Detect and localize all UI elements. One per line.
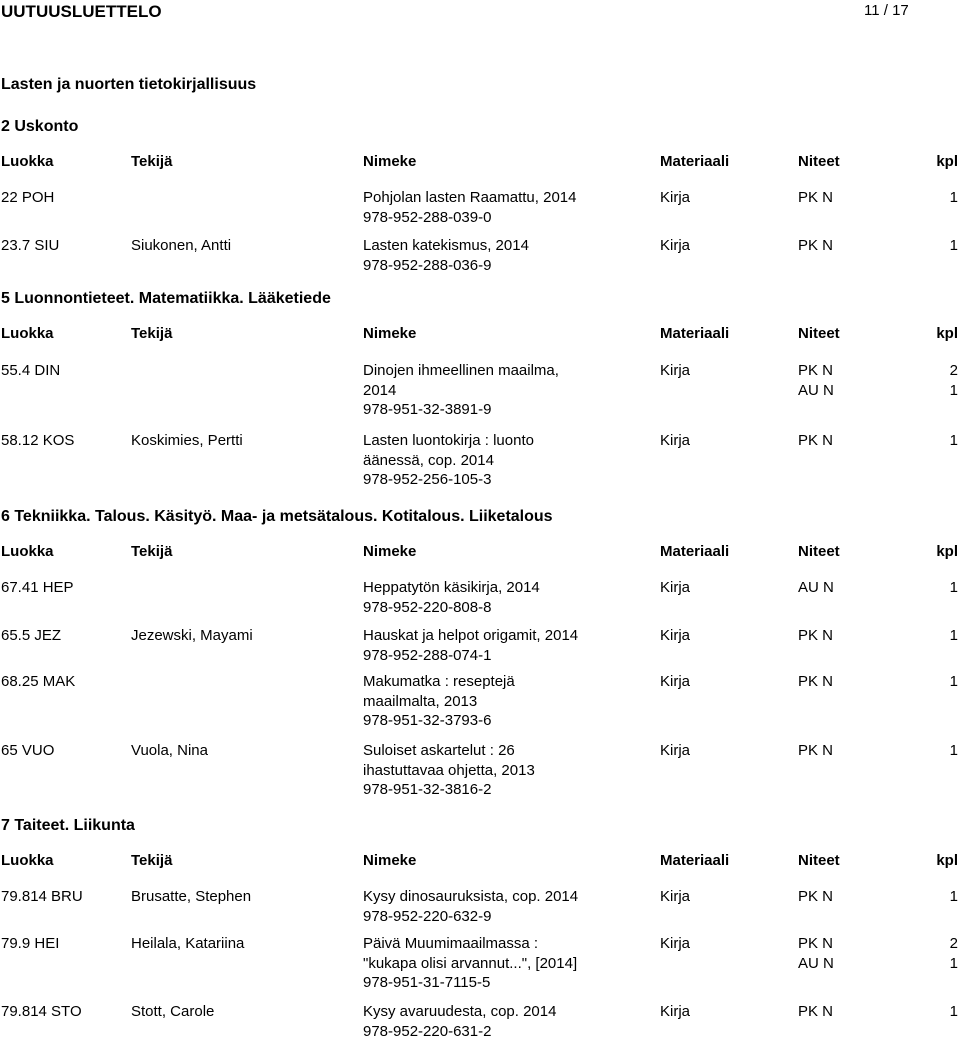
title-line: Päivä Muumimaailmassa : bbox=[363, 934, 613, 954]
section-title: 2 Uskonto bbox=[1, 118, 78, 136]
material-type: Kirja bbox=[660, 361, 690, 381]
holding-locations bbox=[798, 361, 834, 400]
isbn: 978-952-288-036-9 bbox=[363, 256, 613, 276]
material-type: Kirja bbox=[660, 626, 690, 646]
author-name: Heilala, Katariina bbox=[131, 934, 244, 954]
class-code: 22 POH bbox=[1, 188, 54, 208]
holding-qty: 1 bbox=[920, 626, 958, 646]
isbn: 978-952-288-039-0 bbox=[363, 208, 613, 228]
holding-qty: 1 bbox=[920, 672, 958, 692]
title-cell bbox=[363, 934, 613, 993]
title-cell bbox=[363, 672, 613, 731]
column-header-class: Luokka bbox=[1, 852, 54, 869]
material-type: Kirja bbox=[660, 672, 690, 692]
holding-quantities bbox=[920, 361, 958, 400]
class-code: 79.9 HEI bbox=[1, 934, 59, 954]
column-header-qty: kpl bbox=[920, 852, 958, 869]
holding-qty: 2 bbox=[920, 361, 958, 381]
holding-locations bbox=[798, 578, 834, 598]
title-cell bbox=[363, 578, 613, 617]
title-line: äänessä, cop. 2014 bbox=[363, 451, 613, 471]
class-code: 79.814 STO bbox=[1, 1002, 82, 1022]
title-cell bbox=[363, 188, 613, 227]
title-line: 2014 bbox=[363, 381, 613, 401]
holding-locations bbox=[798, 1002, 833, 1022]
holding-location: PK N bbox=[798, 626, 833, 646]
column-header-class: Luokka bbox=[1, 543, 54, 560]
isbn: 978-952-288-074-1 bbox=[363, 646, 613, 666]
column-header-location: Niteet bbox=[798, 325, 840, 342]
column-header-material: Materiaali bbox=[660, 852, 729, 869]
holding-location: PK N bbox=[798, 1002, 833, 1022]
holding-location: PK N bbox=[798, 236, 833, 256]
holding-qty: 1 bbox=[920, 741, 958, 761]
column-header-class: Luokka bbox=[1, 153, 54, 170]
column-header-material: Materiaali bbox=[660, 153, 729, 170]
holding-quantities bbox=[920, 578, 958, 598]
holding-locations bbox=[798, 934, 834, 973]
class-code: 58.12 KOS bbox=[1, 431, 74, 451]
title-line: Makumatka : reseptejä bbox=[363, 672, 613, 692]
title-line: Suloiset askartelut : 26 bbox=[363, 741, 613, 761]
column-header-location: Niteet bbox=[798, 543, 840, 560]
class-code: 79.814 BRU bbox=[1, 887, 83, 907]
title-cell bbox=[363, 626, 613, 665]
holding-qty: 1 bbox=[920, 887, 958, 907]
holding-location: PK N bbox=[798, 431, 833, 451]
column-header-author: Tekijä bbox=[131, 153, 172, 170]
holding-qty: 1 bbox=[920, 381, 958, 401]
isbn: 978-952-256-105-3 bbox=[363, 470, 613, 490]
material-type: Kirja bbox=[660, 934, 690, 954]
column-header-row bbox=[0, 852, 960, 870]
isbn: 978-951-32-3793-6 bbox=[363, 711, 613, 731]
holding-qty: 1 bbox=[920, 578, 958, 598]
author-name: Siukonen, Antti bbox=[131, 236, 231, 256]
column-header-qty: kpl bbox=[920, 325, 958, 342]
author-name: Jezewski, Mayami bbox=[131, 626, 253, 646]
title-line: Pohjolan lasten Raamattu, 2014 bbox=[363, 188, 613, 208]
column-header-class: Luokka bbox=[1, 325, 54, 342]
holding-qty: 2 bbox=[920, 934, 958, 954]
column-header-material: Materiaali bbox=[660, 325, 729, 342]
title-line: Lasten luontokirja : luonto bbox=[363, 431, 613, 451]
holding-qty: 1 bbox=[920, 1002, 958, 1022]
section-title: 5 Luonnontieteet. Matematiikka. Lääketiede bbox=[1, 290, 331, 308]
class-code: 65.5 JEZ bbox=[1, 626, 61, 646]
holding-location: PK N bbox=[798, 672, 833, 692]
holding-location: AU N bbox=[798, 381, 834, 401]
column-header-qty: kpl bbox=[920, 153, 958, 170]
material-type: Kirja bbox=[660, 236, 690, 256]
column-header-title: Nimeke bbox=[363, 852, 416, 869]
page-number: 11 / 17 bbox=[864, 2, 909, 19]
title-line: "kukapa olisi arvannut...", [2014] bbox=[363, 954, 613, 974]
author-name: Brusatte, Stephen bbox=[131, 887, 251, 907]
column-header-title: Nimeke bbox=[363, 153, 416, 170]
material-type: Kirja bbox=[660, 1002, 690, 1022]
isbn: 978-952-220-631-2 bbox=[363, 1022, 613, 1041]
holding-locations bbox=[798, 672, 833, 692]
column-header-location: Niteet bbox=[798, 852, 840, 869]
holding-quantities bbox=[920, 236, 958, 256]
class-code: 23.7 SIU bbox=[1, 236, 59, 256]
holding-quantities bbox=[920, 626, 958, 646]
column-header-title: Nimeke bbox=[363, 543, 416, 560]
holding-qty: 1 bbox=[920, 188, 958, 208]
title-cell bbox=[363, 236, 613, 275]
class-code: 65 VUO bbox=[1, 741, 54, 761]
column-header-author: Tekijä bbox=[131, 325, 172, 342]
isbn: 978-951-32-3891-9 bbox=[363, 400, 613, 420]
holding-locations bbox=[798, 236, 833, 256]
holding-quantities bbox=[920, 934, 958, 973]
column-header-location: Niteet bbox=[798, 153, 840, 170]
author-name: Stott, Carole bbox=[131, 1002, 214, 1022]
column-header-title: Nimeke bbox=[363, 325, 416, 342]
column-header-author: Tekijä bbox=[131, 852, 172, 869]
catalog-subtitle: Lasten ja nuorten tietokirjallisuus bbox=[1, 76, 256, 94]
title-line: Kysy avaruudesta, cop. 2014 bbox=[363, 1002, 613, 1022]
holding-locations bbox=[798, 188, 833, 208]
section-title: 6 Tekniikka. Talous. Käsityö. Maa- ja metsätalous. Kotitalous. Liiketalous bbox=[1, 508, 553, 526]
document-title: UUTUUSLUETTELO bbox=[1, 2, 162, 22]
title-cell bbox=[363, 431, 613, 490]
class-code: 55.4 DIN bbox=[1, 361, 60, 381]
title-line: Lasten katekismus, 2014 bbox=[363, 236, 613, 256]
holding-location: PK N bbox=[798, 741, 833, 761]
column-header-row bbox=[0, 153, 960, 171]
title-cell bbox=[363, 887, 613, 926]
column-header-author: Tekijä bbox=[131, 543, 172, 560]
title-line: Heppatytön käsikirja, 2014 bbox=[363, 578, 613, 598]
holding-locations bbox=[798, 626, 833, 646]
holding-quantities bbox=[920, 672, 958, 692]
column-header-row bbox=[0, 325, 960, 343]
holding-location: AU N bbox=[798, 578, 834, 598]
holding-location: PK N bbox=[798, 361, 834, 381]
title-line: Dinojen ihmeellinen maailma, bbox=[363, 361, 613, 381]
title-line: ihastuttavaa ohjetta, 2013 bbox=[363, 761, 613, 781]
material-type: Kirja bbox=[660, 431, 690, 451]
holding-quantities bbox=[920, 188, 958, 208]
holding-quantities bbox=[920, 741, 958, 761]
holding-location: AU N bbox=[798, 954, 834, 974]
isbn: 978-952-220-808-8 bbox=[363, 598, 613, 618]
class-code: 68.25 MAK bbox=[1, 672, 75, 692]
class-code: 67.41 HEP bbox=[1, 578, 74, 598]
author-name: Vuola, Nina bbox=[131, 741, 208, 761]
holding-qty: 1 bbox=[920, 954, 958, 974]
holding-quantities bbox=[920, 1002, 958, 1022]
holding-locations bbox=[798, 741, 833, 761]
column-header-qty: kpl bbox=[920, 543, 958, 560]
isbn: 978-951-32-3816-2 bbox=[363, 780, 613, 800]
section-title: 7 Taiteet. Liikunta bbox=[1, 817, 135, 835]
holding-qty: 1 bbox=[920, 236, 958, 256]
isbn: 978-951-31-7115-5 bbox=[363, 973, 613, 993]
holding-location: PK N bbox=[798, 887, 833, 907]
holding-locations bbox=[798, 887, 833, 907]
title-cell bbox=[363, 1002, 613, 1041]
material-type: Kirja bbox=[660, 887, 690, 907]
material-type: Kirja bbox=[660, 741, 690, 761]
holding-qty: 1 bbox=[920, 431, 958, 451]
holding-locations bbox=[798, 431, 833, 451]
column-header-row bbox=[0, 543, 960, 561]
author-name: Koskimies, Pertti bbox=[131, 431, 243, 451]
material-type: Kirja bbox=[660, 578, 690, 598]
title-cell bbox=[363, 361, 613, 420]
column-header-material: Materiaali bbox=[660, 543, 729, 560]
holding-location: PK N bbox=[798, 934, 834, 954]
isbn: 978-952-220-632-9 bbox=[363, 907, 613, 927]
material-type: Kirja bbox=[660, 188, 690, 208]
holding-quantities bbox=[920, 431, 958, 451]
title-line: maailmalta, 2013 bbox=[363, 692, 613, 712]
holding-quantities bbox=[920, 887, 958, 907]
holding-location: PK N bbox=[798, 188, 833, 208]
title-line: Hauskat ja helpot origamit, 2014 bbox=[363, 626, 613, 646]
title-line: Kysy dinosauruksista, cop. 2014 bbox=[363, 887, 613, 907]
title-cell bbox=[363, 741, 613, 800]
